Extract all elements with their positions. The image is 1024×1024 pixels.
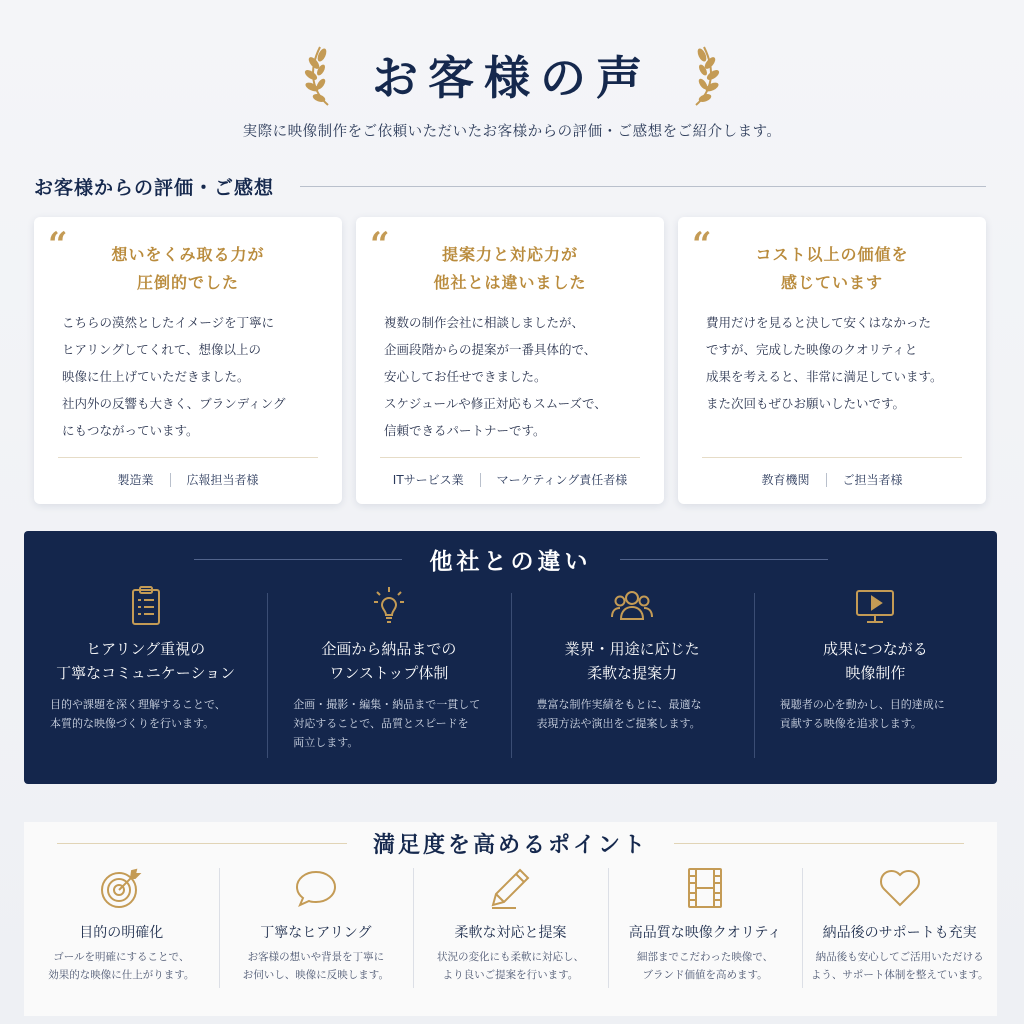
heading-divider (194, 559, 402, 560)
review-body-line: 複数の制作会社に相談しましたが、 (384, 315, 585, 330)
heading-divider (620, 559, 828, 560)
body-line: 細部までこだわった映像で、 (636, 951, 774, 963)
laurel-left-icon (302, 43, 336, 107)
body-line: 視聴者の心を動かし、目的達成に (779, 698, 945, 711)
difference-item-title (24, 637, 267, 685)
title-line: 映像制作 (845, 664, 906, 682)
review-body-line: 信頼できるパートナーです。 (384, 423, 546, 438)
body-line: 納品後も安心してご活用いただける (815, 951, 984, 963)
body-line: 貢献する映像を追求します。 (779, 717, 922, 730)
point-body (802, 948, 997, 984)
points-heading: 満足度を高めるポイント (372, 832, 648, 858)
body-line: 豊富な制作実績をもとに、最適な (536, 698, 702, 711)
difference-heading: 他社との違い (429, 548, 592, 575)
point-item (802, 862, 997, 1012)
heading-divider (674, 843, 964, 844)
review-title (34, 241, 342, 297)
body-line: 効果的な映像に仕上がります。 (48, 969, 195, 981)
quote-icon: “ (692, 225, 712, 265)
title-line: 業界・用途に応じた (564, 640, 700, 658)
body-line: 本質的な映像づくりを行います。 (50, 717, 215, 730)
review-role: マーケティング責任者様 (496, 473, 628, 487)
title-line: ワンストップ体制 (329, 664, 449, 682)
body-line: お伺いし、映像に反映します。 (242, 969, 389, 981)
review-attribution (356, 471, 664, 488)
laurel-right-icon (688, 43, 722, 107)
difference-item (24, 583, 267, 773)
body-line: 状況の変化にも柔軟に対応し、 (436, 951, 584, 963)
difference-section (24, 531, 997, 784)
point-body (608, 948, 803, 984)
review-attribution (34, 471, 342, 488)
body-line: お客様の想いや背景を丁寧に (247, 951, 385, 963)
page-title: お客様の声 (372, 51, 652, 105)
point-title: 高品質な映像クオリティ (628, 925, 782, 941)
difference-item-body (754, 695, 997, 733)
points-columns (24, 862, 997, 1012)
review-title-line: 想いをくみ取る力が (111, 245, 265, 264)
reviews-heading: お客様からの評価・ご感想 (34, 176, 275, 199)
point-title: 丁寧なヒアリング (260, 925, 372, 941)
review-industry: 製造業 (117, 473, 154, 487)
review-body-line: 費用だけを見ると決して安くはなかった (706, 315, 932, 330)
review-card (34, 217, 342, 504)
review-title (678, 241, 986, 297)
review-attribution (678, 471, 986, 488)
review-body-line: スケジュールや修正対応もスムーズで、 (384, 396, 607, 411)
heading-divider (300, 186, 986, 187)
card-divider (702, 457, 962, 458)
body-line: 表現方法や演出をご提案します。 (536, 717, 701, 730)
review-body-line: ヒアリングしてくれて、想像以上の (62, 342, 262, 357)
lightbulb-icon (366, 583, 412, 629)
film-icon (681, 864, 729, 912)
point-body (24, 948, 219, 984)
point-title: 目的の明確化 (79, 925, 164, 941)
reviews-section-heading (34, 172, 986, 200)
review-title-line: 他社とは違いました (433, 273, 587, 292)
attribution-separator (480, 473, 481, 487)
review-body-line: こちらの漠然としたイメージを丁寧に (62, 315, 275, 330)
review-body (384, 309, 650, 444)
difference-item (754, 583, 997, 773)
attribution-separator (826, 473, 827, 487)
review-title-line: 圧倒的でした (136, 273, 239, 292)
clipboard-icon (123, 583, 169, 629)
body-line: 両立します。 (293, 736, 359, 749)
review-role: ご担当者様 (842, 473, 903, 487)
card-divider (58, 457, 318, 458)
difference-item-body (24, 695, 267, 733)
review-card (678, 217, 986, 504)
quote-icon: “ (370, 225, 390, 265)
point-item (413, 862, 608, 1012)
monitor-play-icon (852, 583, 898, 629)
body-line: ブランド価値を高めます。 (642, 969, 768, 981)
difference-item-title (267, 637, 510, 685)
difference-item-title (511, 637, 754, 685)
body-line: ゴールを明確にすることで、 (53, 951, 190, 963)
review-title-line: 提案力と対応力が (441, 245, 578, 264)
body-line: 対応することで、品質とスピードを (293, 717, 469, 730)
review-title-line: コスト以上の価値を (755, 245, 909, 264)
difference-heading-row (24, 543, 997, 576)
difference-item (511, 583, 754, 773)
speech-bubble-icon (292, 864, 340, 912)
difference-item-body (267, 695, 510, 752)
review-body-line: また次回もぜひお願いしたいです。 (706, 396, 906, 411)
heading-divider (57, 843, 347, 844)
point-body (413, 948, 608, 984)
review-body (62, 309, 328, 444)
title-line: 柔軟な提案力 (587, 664, 678, 682)
quote-icon: “ (48, 225, 68, 265)
review-body-line: 成果を考えると、非常に満足しています。 (706, 369, 943, 384)
difference-item-title (754, 637, 997, 685)
pencil-icon (486, 864, 534, 912)
difference-item (267, 583, 510, 773)
people-icon (609, 583, 655, 629)
title-line: ヒアリング重視の (86, 640, 206, 658)
difference-columns (24, 583, 997, 773)
review-role: 広報担当者様 (186, 473, 259, 487)
review-title (356, 241, 664, 297)
review-body-line: 社内外の反響も大きく、ブランディング (62, 396, 286, 411)
heart-icon (876, 864, 924, 912)
card-divider (380, 457, 640, 458)
body-line: 目的や課題を深く理解することで、 (50, 698, 226, 711)
review-body-line: 企画段階からの提案が一番具体的で、 (384, 342, 597, 357)
point-item (219, 862, 414, 1012)
body-line: より良いご提案を行います。 (442, 969, 579, 981)
body-line: よう、サポート体制を整えています。 (810, 969, 989, 981)
body-line: 企画・撮影・編集・納品まで一貫して (293, 698, 481, 711)
title-line: 成果につながる (823, 640, 928, 658)
review-card (356, 217, 664, 504)
point-item (608, 862, 803, 1012)
points-section (24, 822, 997, 1016)
review-body-line: 映像に仕上げていただきました。 (62, 369, 250, 384)
review-industry: ITサービス業 (392, 473, 464, 487)
review-body (706, 309, 972, 417)
attribution-separator (170, 473, 171, 487)
review-body-line: にもつながっています。 (62, 423, 199, 438)
title-line: 企画から納品までの (321, 640, 457, 658)
review-body-line: 安心してお任せできました。 (384, 369, 547, 384)
review-industry: 教育機関 (761, 473, 810, 487)
page-subtitle: 実際に映像制作をご依頼いただいたお客様からの評価・ご感想をご紹介します。 (242, 124, 782, 140)
page-header (0, 30, 1024, 120)
difference-item-body (511, 695, 754, 733)
review-title-line: 感じています (780, 273, 883, 292)
target-icon (97, 864, 145, 912)
points-heading-row (24, 828, 997, 859)
title-line: 丁寧なコミュニケーション (56, 664, 236, 682)
point-title: 納品後のサポートも充実 (822, 925, 977, 941)
point-item (24, 862, 219, 1012)
review-body-line: ですが、完成した映像のクオリティと (706, 342, 918, 357)
point-body (219, 948, 414, 984)
review-cards (34, 217, 986, 504)
point-title: 柔軟な対応と提案 (454, 925, 567, 941)
